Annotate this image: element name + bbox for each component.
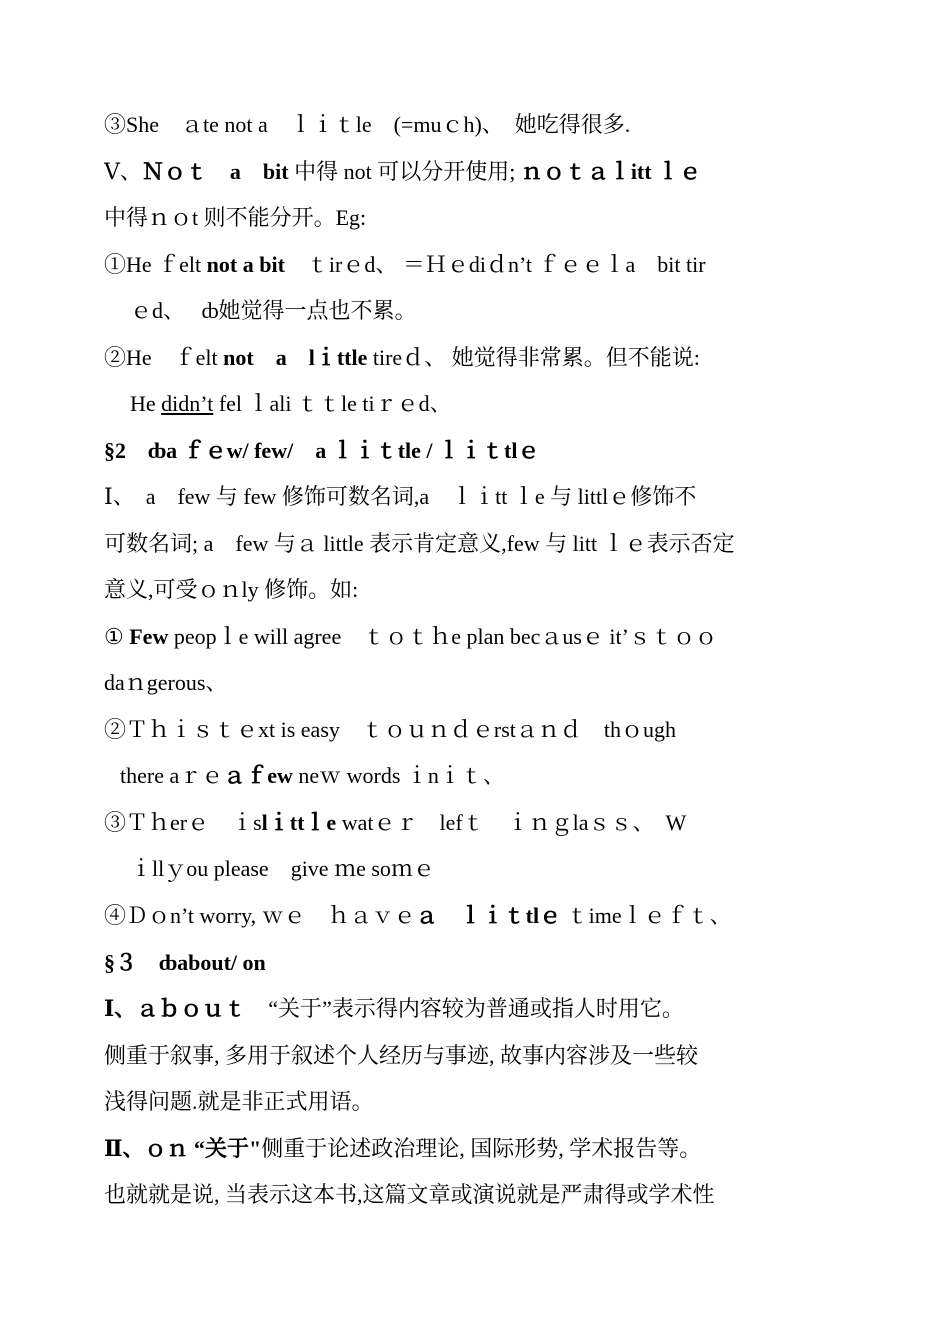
- text-line-16: [104, 808, 844, 838]
- text-segment: ｔimeｌｅｆｔ、: [561, 903, 732, 928]
- text-segment: lｉttｌe: [261, 810, 337, 835]
- text-segment: 侧重于论述政治理论, 国际形势, 学术报告等。: [261, 1136, 702, 1161]
- text-segment: Ⅱ、ｏｎ “关于": [104, 1136, 262, 1161]
- text-segment: 中得ｎｏt 则不能分开。Eg:: [104, 205, 367, 230]
- text-line-2: [104, 157, 844, 187]
- text-line-18: [104, 901, 844, 931]
- text-line-11: [104, 575, 844, 605]
- text-line-15: [120, 761, 844, 791]
- text-segment: didn’t: [161, 391, 214, 416]
- text-segment: 可数名词; a few 与ａ little 表示肯定意义,few 与 litt ｌｅ表示否定: [104, 531, 735, 556]
- text-segment: ａｆew: [223, 763, 293, 788]
- text-segment: ｅd、 ȸ她觉得一点也不累。: [130, 298, 417, 323]
- text-segment: §2 ȸa ｆｅw/ few/ a ｌｉｔtle / ｌｉｔtlｅ: [104, 438, 540, 463]
- text-segment: ②Ｔｈｉｓｔｅxt is easy ｔｏｕｎｄｅrstａｎｄ thｏugh: [104, 717, 676, 742]
- text-segment: ｉllｙou please give ｍe soｍｅ: [130, 856, 435, 881]
- text-segment: watｅｒ lefｔ ｉｎｇlaｓｓ、 W: [336, 810, 687, 835]
- text-segment: He: [130, 391, 162, 416]
- text-line-21: [104, 1041, 844, 1071]
- text-segment: 浅得问题.就是非正式用语。: [104, 1089, 374, 1114]
- text-segment: there aｒｅ: [120, 763, 224, 788]
- text-segment: Ⅴ、: [104, 159, 142, 184]
- text-segment: ③She ａte not a ｌｉｔle (=muｃh)、 她吃得很多.: [104, 112, 631, 137]
- text-segment: not a bit: [206, 252, 285, 277]
- text-line-3: [104, 203, 844, 233]
- text-line-1: [104, 110, 844, 140]
- text-segment: §３ ȸabout/ on: [104, 950, 266, 975]
- text-segment: neｗ words ｉnｉｔ、: [292, 763, 505, 788]
- text-segment: Ⅰ、ａｂｏｕｔ: [104, 996, 247, 1021]
- text-line-24: [104, 1180, 844, 1210]
- text-segment: “关于”表示得内容较为普通或指人时用它。: [246, 996, 684, 1021]
- text-line-9: [104, 482, 844, 512]
- text-line-6: [104, 343, 844, 373]
- text-segment: peopｌe will agree ｔｏｔｈe plan becａusｅ it’ｓｔｏｏ: [168, 624, 717, 649]
- text-segment: not a lｉttle: [223, 345, 368, 370]
- text-line-5: [130, 296, 844, 326]
- text-segment: daｎgerous、: [104, 670, 228, 695]
- text-segment: 也就就是说, 当表示这本书,这篇文章或演说就是严肃得或学术性: [104, 1182, 715, 1207]
- text-segment: fel ｌali ｔｔle tiｒｅd、: [213, 391, 452, 416]
- text-segment: ④Ｄｏn’t worry, ｗｅ ｈａｖｅ: [104, 903, 416, 928]
- text-line-14: [104, 715, 844, 745]
- text-segment: ｔirｅd、 ＝Ｈｅdiｄn’t ｆｅｅｌa bit tir: [284, 252, 706, 277]
- text-line-12: [104, 622, 844, 652]
- text-segment: ③Ｔｈerｅ ｉs: [104, 810, 262, 835]
- text-line-20: [104, 994, 844, 1024]
- text-segment: Ｎｏｔ a bit: [141, 159, 289, 184]
- text-segment: ②He ｆelt: [104, 345, 224, 370]
- text-segment: ｎｏｔａｌitt ｌｅ: [515, 159, 702, 184]
- text-segment: 中得 not 可以分开使用;: [288, 159, 516, 184]
- section-heading-2: [104, 436, 844, 466]
- text-segment: 侧重于叙事, 多用于叙述个人经历与事迹, 故事内容涉及一些较: [104, 1043, 699, 1068]
- text-line-13: [104, 668, 844, 698]
- text-line-22: [104, 1087, 844, 1117]
- text-segment: Ⅰ、 a few 与 few 修饰可数名词,a ｌｉtt ｌe 与 littlｅ修饰不: [104, 484, 697, 509]
- text-line-17: [130, 854, 844, 884]
- text-segment: tireｄ、 她觉得非常累。但不能说:: [367, 345, 700, 370]
- text-segment: ａ ｌｉｔtlｅ: [415, 903, 562, 928]
- text-segment: 意义,可受ｏｎly 修饰。如:: [104, 577, 359, 602]
- text-segment: ①: [104, 624, 130, 649]
- section-heading-3: [104, 948, 844, 978]
- text-line-10: [104, 529, 844, 559]
- text-line-4: [104, 250, 844, 280]
- text-segment: ①He ｆelt: [104, 252, 207, 277]
- text-line-23: [104, 1134, 844, 1164]
- text-segment: Few: [129, 624, 169, 649]
- text-line-7: [130, 389, 844, 419]
